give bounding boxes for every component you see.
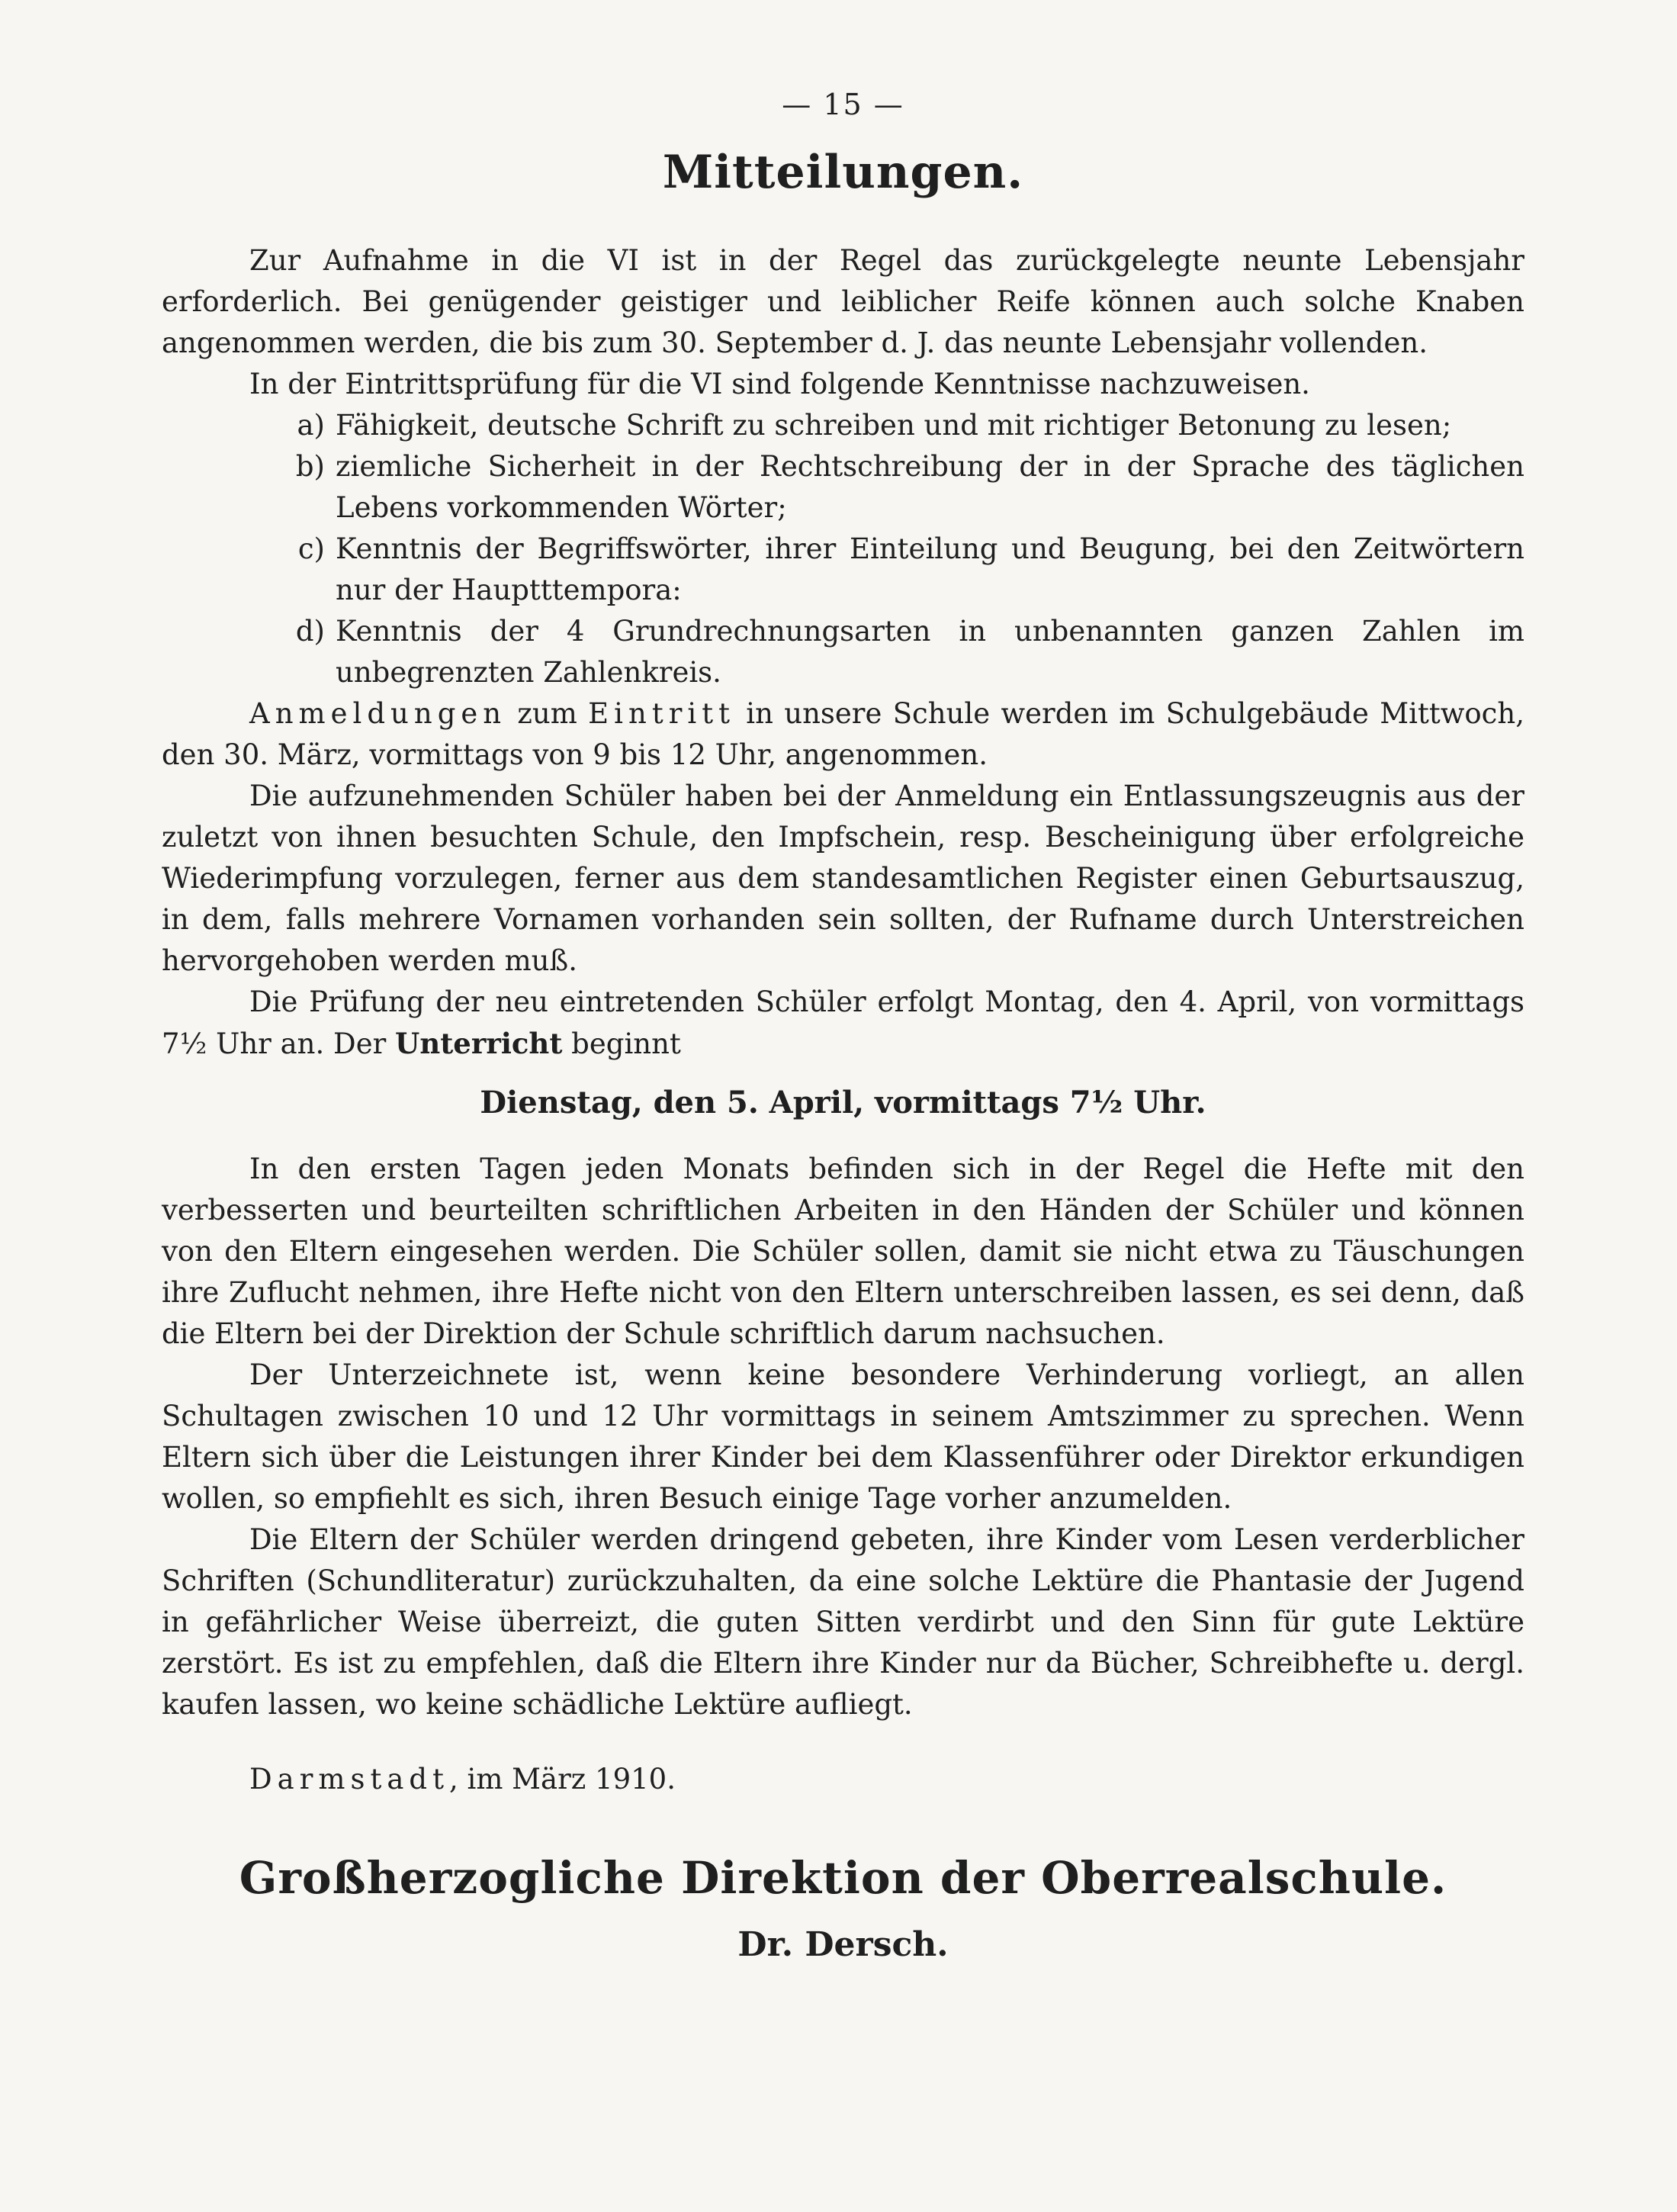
- list-item: [162, 529, 1524, 611]
- list-item: [162, 611, 1524, 693]
- start-date-highlight: Dienstag, den 5. April, vormittags 7½ Uhr.: [480, 1085, 1206, 1120]
- paragraph-office-hours: Der Unterzeichnete ist, wenn keine besondere Verhinderung vorliegt, an allen Schultagen zwischen 10 und 12 Uhr vormittags in seinem Amtszimmer zu sprechen. Wenn Eltern sich über die Leistungen ihrer Kinder bei dem Klassenführer oder Direktor erkundigen wollen, so empfiehlt es sich, ihren Besuch einige Tage vorher anzumelden.: [162, 1358, 1524, 1515]
- place-name: Darmstadt: [249, 1763, 449, 1796]
- list-item-text: Kenntnis der 4 Grundrechnungsarten in unbenannten ganzen Zahlen im unbegrenzten Zahlenkreis.: [336, 615, 1524, 689]
- paragraph-reading-warning: Die Eltern der Schüler werden dringend gebeten, ihre Kinder vom Lesen verderblicher Schriften (Schundliteratur) zurückzuhalten, da eine solche Lektüre die Phantasie der Jugend in gefährlicher Weise überreizt, die guten Sitten verdirbt und den Sinn für gute Lektüre zerstört. Es ist zu empfehlen, daß die Eltern ihre Kinder nur da Bücher, Schreibhefte u. dergl. kaufen lassen, wo keine schädliche Lektüre aufliegt.: [162, 1523, 1524, 1721]
- list-item-letter: b): [295, 450, 325, 483]
- paragraph-admission-age: Zur Aufnahme in die VI ist in der Regel das zurückgelegte neunte Lebensjahr erforderlich. Bei genügender geistiger und leiblicher Reife können auch solche Knaben angenommen werden, die bis zum 30. September d. J. das neunte Lebensjahr vollenden.: [162, 244, 1524, 359]
- paragraph-documents: Die aufzunehmenden Schüler haben bei der Anmeldung ein Entlassungszeugnis aus der zuletzt von ihnen besuchten Schule, den Impfschein, resp. Bescheinigung über erfolgreiche Wiederimpfung vorzulegen, ferner aus dem standesamtlichen Register einen Geburtsauszug, in dem, falls mehrere Vornamen vorhanden sein sollten, der Rufname durch Unterstreichen hervorgehoben werden muß.: [162, 780, 1524, 977]
- registration-details: in unsere Schule werden im Schulgebäude Mittwoch, den 30. März, vormittags von 9 bis 12 Uhr, angenommen.: [162, 697, 1524, 771]
- exam-date-text: Die Prüfung der neu eintretenden Schüler erfolgt Montag, den 4. April, von vormittags 7½ Uhr an. Der: [162, 985, 1524, 1060]
- date-text: , im März 1910.: [448, 1763, 676, 1796]
- paragraph-notebooks: In den ersten Tagen jeden Monats befinden sich in der Regel die Hefte mit den verbesserten und beurteilten schriftlichen Arbeiten in den Händen der Schüler und können von den Eltern eingesehen werden. Die Schüler sollen, damit sie nicht etwa zu Täuschungen ihre Zuflucht nehmen, ihre Hefte nicht von den Eltern unterschreiben lassen, es sei denn, daß die Eltern bei der Direktion der Schule schriftlich darum nachsuchen.: [162, 1153, 1524, 1350]
- requirements-list: [162, 405, 1524, 693]
- page-title: Mitteilungen.: [662, 146, 1024, 199]
- list-item-text: Kenntnis der Begriffswörter, ihrer Einteilung und Beugung, bei den Zeitwörtern nur der Hauptttempora:: [336, 532, 1524, 606]
- entry-keyword: Eintritt: [588, 697, 735, 730]
- list-item: [162, 405, 1524, 446]
- paragraph-registration: [162, 693, 1524, 776]
- paragraph-entrance-exam: In der Eintrittsprüfung für die VI sind folgende Kenntnisse nachzuweisen.: [249, 368, 1310, 400]
- page-number: — 15 —: [782, 88, 904, 121]
- list-item-letter: a): [297, 409, 325, 442]
- signature-name: Dr. Dersch.: [737, 1925, 949, 1964]
- list-item-text: ziemliche Sicherheit in der Rechtschreibung der in der Sprache des täglichen Lebens vorkommenden Wörter;: [336, 450, 1524, 524]
- lessons-begin-text: beginnt: [562, 1027, 681, 1060]
- list-item-letter: d): [295, 615, 325, 648]
- registration-keyword: Anmeldungen: [249, 697, 507, 730]
- registration-connector: zum: [506, 697, 589, 730]
- list-item-text: Fähigkeit, deutsche Schrift zu schreiben und mit richtiger Betonung zu lesen;: [336, 409, 1452, 442]
- lessons-keyword: Unterricht: [395, 1027, 563, 1060]
- date-line: [162, 1759, 1524, 1800]
- list-item: [162, 446, 1524, 529]
- paragraph-exam-date: [162, 982, 1524, 1065]
- list-item-letter: c): [297, 532, 325, 565]
- signature-organization: Großherzogliche Direktion der Oberrealschule.: [239, 1852, 1447, 1904]
